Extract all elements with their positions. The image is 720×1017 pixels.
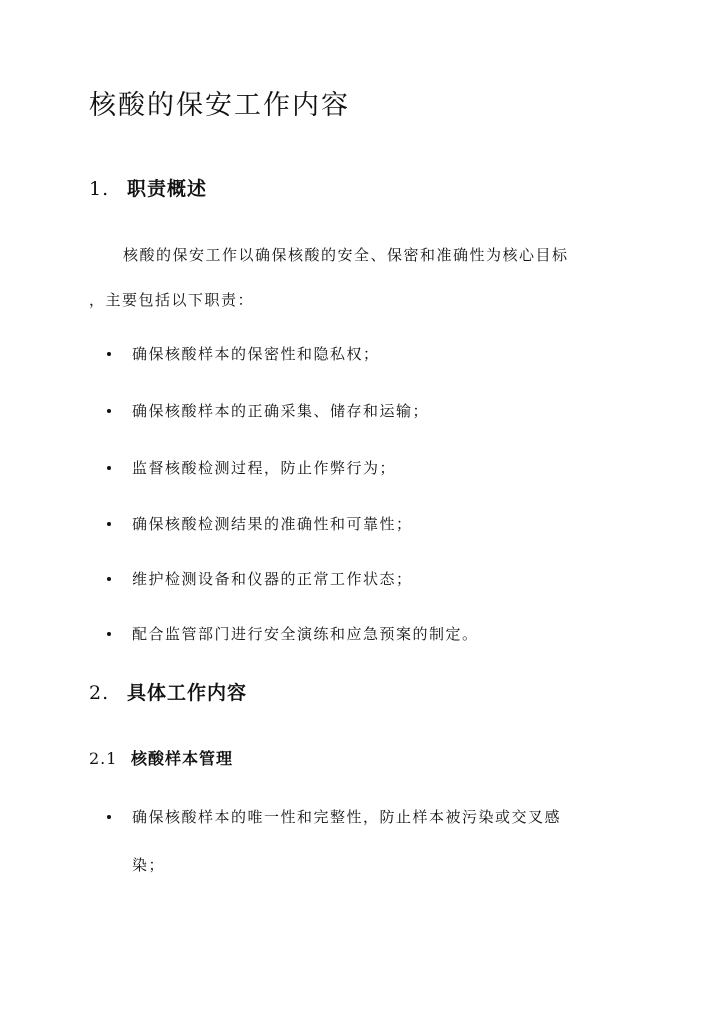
section-2-heading (89, 679, 247, 707)
section-1-number: 1. (89, 178, 110, 200)
section-1-title: 职责概述 (127, 178, 208, 200)
section-2-number: 2. (89, 682, 110, 704)
section-1-intro-line1: 核酸的保安工作以确保核酸的安全、保密和准确性为核心目标 (123, 246, 569, 264)
list-item (107, 342, 380, 366)
bullet-icon (107, 466, 111, 470)
list-item-text: 确保核酸检测结果的准确性和可靠性； (132, 515, 413, 533)
section-1-intro-line2: ，主要包括以下职责： (89, 291, 255, 309)
subsection-2-1-heading (89, 747, 233, 771)
subsection-2-1-title: 核酸样本管理 (131, 749, 234, 768)
bullet-icon (107, 409, 111, 413)
bullet-icon (107, 577, 111, 581)
list-item-text: 维护检测设备和仪器的正常工作状态； (132, 570, 413, 588)
list-item-text-line1: 确保核酸样本的唯一性和完整性，防止样本被污染或交叉感 (132, 808, 562, 826)
list-item-text: 监督核酸检测过程，防止作弊行为； (132, 459, 397, 477)
section-1-heading (89, 175, 207, 203)
list-item (107, 512, 413, 536)
bullet-icon (107, 815, 111, 819)
bullet-icon (107, 352, 111, 356)
list-item (107, 399, 429, 423)
list-item-text-line2: 染； (132, 856, 166, 874)
subsection-2-1-number: 2.1 (89, 749, 118, 768)
document-title: 核酸的保安工作内容 (89, 90, 350, 121)
bullet-icon (107, 522, 111, 526)
section-2-title: 具体工作内容 (127, 682, 248, 704)
bullet-icon (107, 632, 111, 636)
list-item-text: 确保核酸样本的正确采集、储存和运输； (132, 402, 430, 420)
list-item-text: 确保核酸样本的保密性和隐私权； (132, 345, 380, 363)
list-item (107, 805, 561, 877)
list-item (107, 456, 396, 480)
list-item (107, 567, 413, 591)
list-item-text: 配合监管部门进行安全演练和应急预案的制定。 (132, 625, 479, 643)
list-item (107, 622, 479, 646)
